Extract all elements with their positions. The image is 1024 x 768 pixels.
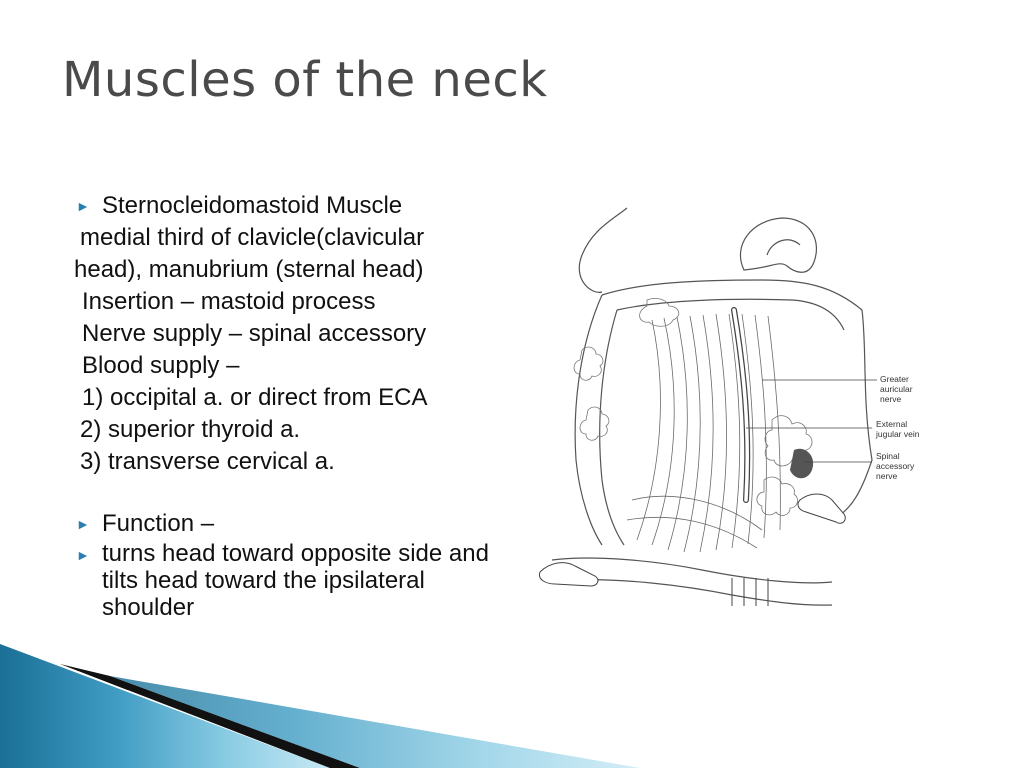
slide-body <box>74 190 514 621</box>
figure-label: External <box>876 419 908 429</box>
arrow-bullet-icon: ► <box>76 547 90 563</box>
insertion-line: Insertion – mastoid process <box>82 288 376 315</box>
blood-supply-item: 2) superior thyroid a. <box>80 416 301 443</box>
figure-label: Greater <box>880 374 909 384</box>
blood-supply-item: 1) occipital a. or direct from ECA <box>82 384 428 411</box>
arrow-bullet-icon: ► <box>76 198 90 214</box>
decorative-footer-swoosh <box>0 640 1024 768</box>
bullet-item <box>74 508 514 540</box>
bullet-item <box>74 540 514 621</box>
nerve-supply-line: Nerve supply – spinal accessory <box>82 320 427 347</box>
muscle-heading: Sternocleidomastoid Muscle <box>102 192 403 219</box>
bullet-item <box>74 190 514 222</box>
neck-dissection-illustration <box>532 200 930 620</box>
origin-line: head), manubrium (sternal head) <box>74 256 424 283</box>
figure-label: jugular vein <box>876 429 920 439</box>
figure-label: nerve <box>876 471 898 481</box>
figure-label: Spinal <box>876 451 900 461</box>
figure-label: nerve <box>880 394 902 404</box>
blood-supply-item: 3) transverse cervical a. <box>80 448 335 475</box>
figure-label: accessory <box>876 461 915 471</box>
origin-line: medial third of clavicle(clavicular <box>80 224 425 251</box>
function-text: turns head toward opposite side and tilts head toward the ipsilateral shoulder <box>102 540 489 621</box>
figure-label: auricular <box>880 384 913 394</box>
slide-title: Muscles of the neck <box>62 52 548 108</box>
arrow-bullet-icon: ► <box>76 516 90 532</box>
blood-supply-line: Blood supply – <box>82 352 240 379</box>
function-heading: Function – <box>102 510 215 537</box>
